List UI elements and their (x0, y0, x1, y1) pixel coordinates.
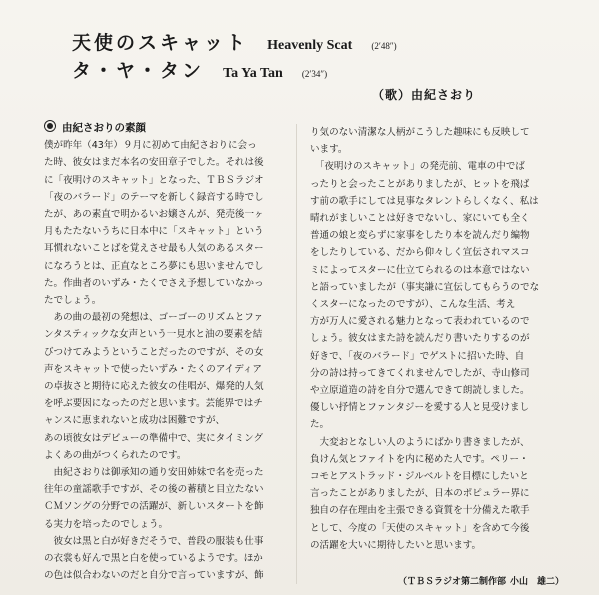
liner-notes-line: ったりと会ったことがありましたが、ヒットを飛ば (310, 178, 530, 190)
liner-notes-line: 彼女は黒と白が好きだそうで、普段の服装も仕事 (44, 535, 264, 547)
liner-notes-line: 晴れがましいことは好きでないし、家にいても全く (310, 213, 530, 225)
liner-notes-line: 由紀さおりは御承知の通り安田姉妹で名を売った (44, 467, 264, 479)
liner-notes-line: た。作曲者のいずみ・たくでさえ予想していなかっ (44, 277, 264, 289)
liner-notes-line: る実力を培ったのでしょう。 (44, 518, 169, 530)
liner-notes-line: 優しい抒情とファンタジーを愛する人と見受けまし (310, 402, 530, 414)
liner-notes-line: をしたりしている、だから仰々しく宣伝されマスコ (310, 247, 530, 259)
liner-notes-line: 好きで、「夜のバラード」でゲストに招いた時、自 (310, 350, 525, 362)
song-title-2-duration: (2′34″) (301, 69, 328, 79)
liner-notes-line: ＣＭソングの分野での活躍が、新しいスタートを飾 (44, 501, 264, 513)
liner-notes-right-column (310, 124, 539, 554)
liner-notes-line: 普通の娘と変らずに家事をしたり本を読んだり編物 (310, 230, 530, 242)
liner-notes-line: の卓抜さと期待に応えた彼女の佳唱が、爆発的人気 (44, 381, 264, 393)
author-name: 小山 雄二） (510, 577, 565, 587)
liner-notes-left-column (44, 120, 264, 584)
liner-notes-line: 言ったことがありましたが、日本のポピュラー界に (310, 488, 530, 500)
liner-notes-line: 方が万人に愛される魅力となって表われているので (310, 316, 530, 328)
liner-notes-line: 声をスキャットで使ったいずみ・たくのアイディア (44, 363, 262, 375)
liner-notes-line: 負けん気とファイトを内に秘めた人です。ペリー・ (310, 453, 529, 465)
song-title-2-jp: タ・ヤ・タン (72, 60, 205, 82)
liner-notes-line: として、今度の「天使のスキャット」を含めて今後 (310, 522, 530, 534)
liner-notes-line: た。 (310, 419, 330, 431)
liner-notes-line: に「夜明けのスキャット」となった、ＴＢＳラジオ (44, 174, 264, 186)
liner-notes-line: と語っていましたが（事実謙に宣伝してもらうのでな (310, 281, 540, 293)
song-title-1-duration: (2′48″) (371, 41, 397, 51)
liner-notes-line: ミによってスターに仕立てられるのは本意ではない (310, 264, 530, 276)
song-title-2 (72, 56, 327, 83)
liner-notes-line: よくあの曲がつくられたのです。 (44, 449, 187, 461)
author-department: （ＴＢＳラジオ第二制作部 (398, 577, 507, 587)
liner-notes-line: あの曲の最初の発想は、ゴーゴーのリズムとファ (44, 312, 264, 324)
bullet-circle-icon (44, 120, 56, 132)
liner-notes-line: の活躍を大いに期待したいと思います。 (310, 539, 482, 551)
liner-notes-heading-text: 由紀さおりの素顔 (62, 122, 146, 134)
liner-notes-line: 耳慣れないことばを覚えさせ最も人気のあるスター (44, 243, 264, 255)
liner-notes-line: います。 (310, 144, 348, 156)
song-title-1-jp: 天使のスキャット (72, 32, 249, 54)
liner-notes-line: たが、あの素直で明かるいお嬢さんが、発売後一ヶ (44, 209, 264, 221)
liner-notes-line: びつけてみようということだったのですが、その女 (44, 346, 264, 358)
song-title-1 (72, 28, 397, 55)
liner-notes-line: あの頃彼女はデビューの準備中で、実にタイミング (44, 432, 264, 444)
liner-notes-line: の衣裳も好んで黒と白を使っているようです。ほか (44, 553, 263, 565)
liner-notes-line: 僕が昨年（43年）９月に初めて由紀さおりに会っ (44, 140, 257, 152)
column-divider (296, 124, 297, 584)
liner-notes-line: くスターになったのですが）、こんな生活、考え (310, 299, 516, 311)
liner-notes-line: 往年の童謡歌手ですが、その後の蓄積と目立たない (44, 484, 264, 496)
song-title-1-en: Heavenly Scat (267, 38, 353, 53)
author-signature (394, 574, 564, 587)
liner-notes-line: の色は似合わないのだと自分で言っていますが、飾 (44, 570, 264, 582)
liner-notes-heading (44, 120, 264, 137)
liner-notes-line: り気のない清潔な人柄がこうした趣味にも反映して (310, 127, 530, 138)
singer-credit: （歌）由紀さおり (372, 88, 477, 102)
liner-notes-line: しょう。彼女はまた詩を読んだり書いたりするのが (310, 333, 530, 345)
liner-notes-line: 「夜のバラード」のテーマを新しく録音する時でし (44, 191, 264, 203)
liner-notes-line: 分の詩は持ってきてくれませんでしたが、寺山修司 (310, 367, 530, 379)
liner-notes-line: た時、彼女はまだ本名の安田章子でした。それは後 (44, 157, 264, 169)
song-title-2-en: Ta Ya Tan (223, 66, 283, 81)
liner-notes-line: コモとアストラッド・ジルベルトを目標にしたいと (310, 471, 529, 483)
liner-notes-line: になろうとは、正直なところ夢にも思いませんでし (44, 260, 264, 272)
liner-notes-line: 月もたたないうちに日本中に「スキャット」という (44, 226, 264, 238)
liner-notes-line: 「夜明けのスキャット」の発売前、電車の中でば (310, 161, 525, 173)
liner-notes-line: ンタスティックな女声という一見水と油の要素を結 (44, 329, 263, 341)
liner-notes-line: や立原道造の詩を自分で選んできて朗読しました。 (310, 385, 530, 397)
liner-notes-line: す前の歌手にしては見事なタレントらしくなく、私は (310, 195, 539, 207)
liner-notes-line: 大変おとなしい人のようにばかり書きましたが、 (310, 436, 530, 448)
liner-notes-line: たでしょう。 (44, 295, 102, 307)
liner-notes-line: を呼ぶ要因になったのだと思います。芸能界ではチ (44, 398, 263, 410)
liner-notes-line: 独自の存在理由を主張できる資質を十分備えた歌手 (310, 505, 530, 517)
liner-notes-line: ャンスに恵まれないと成功は困難ですが、 (44, 415, 226, 427)
